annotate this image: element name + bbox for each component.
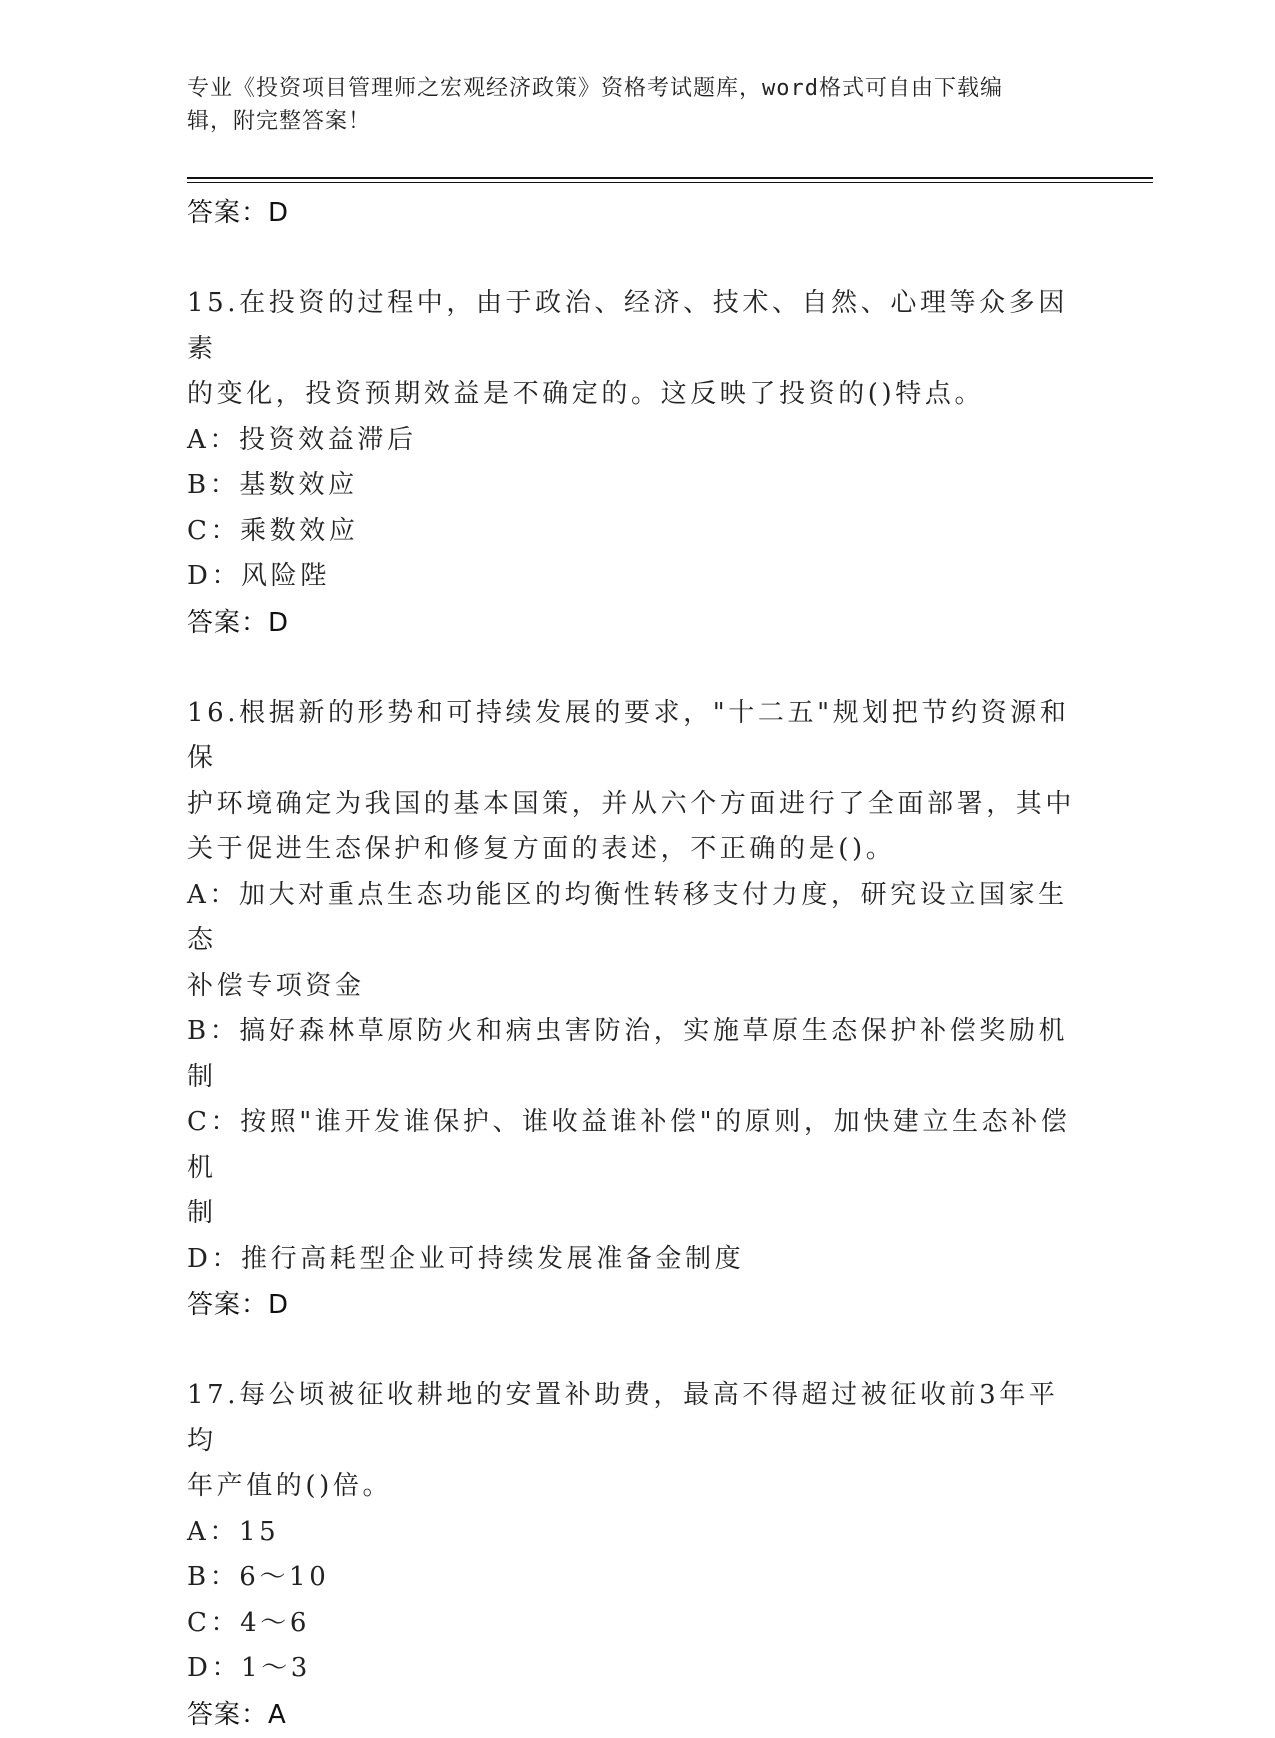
question-stem-line: 16.根据新的形势和可持续发展的要求，"十二五"规划把节约资源和保 (187, 697, 1070, 773)
option-c: C：4～6 (187, 1607, 310, 1638)
page-header (187, 72, 1067, 138)
option-c: C：按照"谁开发谁保护、谁收益谁补偿"的原则，加快建立生态补偿机 (187, 1107, 1071, 1183)
question-15 (187, 281, 1077, 646)
option-c: C：乘数效应 (187, 515, 359, 546)
option-a: A：投资效益滞后 (187, 424, 417, 455)
answer-line: 答案：D (187, 198, 290, 228)
question-list (187, 190, 1077, 1738)
header-divider-thin (187, 182, 1153, 183)
question-17 (187, 1373, 1077, 1738)
option-c-continued: 制 (187, 1198, 217, 1228)
option-d: D：1～3 (187, 1653, 311, 1683)
option-b: B：6～10 (187, 1562, 330, 1592)
option-b: B：搞好森林草原防火和病虫害防治，实施草原生态保护补偿奖励机制 (187, 1016, 1069, 1092)
option-d: D：推行高耗型企业可持续发展准备金制度 (187, 1243, 745, 1274)
question-stem-line: 的变化，投资预期效益是不确定的。这反映了投资的()特点。 (187, 379, 985, 409)
option-a-continued: 补偿专项资金 (187, 970, 365, 1001)
answer-line: 答案：A (187, 1699, 287, 1730)
question-stem-line: 年产值的()倍。 (187, 1471, 393, 1501)
option-a: A：15 (187, 1516, 280, 1547)
option-d: D：风险陛 (187, 561, 330, 591)
question-16 (187, 691, 1077, 1329)
header-line: 专业《投资项目管理师之宏观经济政策》资格考试题库，word格式可自由下载编 (187, 76, 1003, 101)
header-divider (187, 177, 1153, 179)
header-line: 辑，附完整答案！ (187, 109, 372, 134)
answer-line: 答案：D (187, 1290, 290, 1320)
option-b: B：基数效应 (187, 470, 358, 500)
option-a: A：加大对重点生态功能区的均衡性转移支付力度，研究设立国家生态 (187, 879, 1068, 955)
question-stem-line: 护环境确定为我国的基本国策，并从六个方面进行了全面部署，其中 (187, 788, 1076, 819)
question-stem-line: 15.在投资的过程中，由于政治、经济、技术、自然、心理等众多因素 (187, 288, 1068, 364)
question-stem-line: 17.每公顷被征收耕地的安置补助费，最高不得超过被征收前3年平均 (187, 1380, 1059, 1456)
question-stem-line: 关于促进生态保护和修复方面的表述，不正确的是()。 (187, 834, 896, 864)
answer-line: 答案：D (187, 607, 290, 638)
